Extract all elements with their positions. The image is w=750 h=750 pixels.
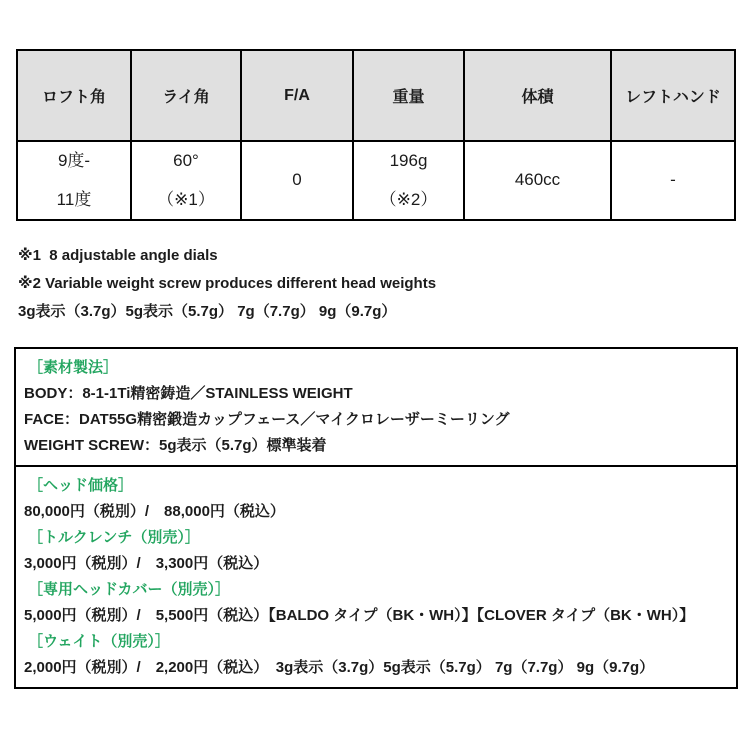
weight-option-value: 2,000円（税別）/ 2,200円（税込） 3g表示（3.7g）5g表示（5.7g） 7g（7.7g） 9g（9.7g） (24, 659, 655, 676)
head-cover-value: 5,000円（税別）/ 5,500円（税込）【BALDO タイプ（BK・WH）】【CLOVER タイプ（BK・WH）】 (24, 607, 695, 624)
cell-loft-angle (17, 141, 131, 220)
materials-weight-screw-line: WEIGHT SCREW：5g表示（5.7g）標準装着 (24, 437, 327, 454)
footnote-2: ※2 Variable weight screw produces different head weights (18, 275, 437, 292)
materials-face-line: FACE：DAT55G精密鍛造カップフェース／マイクロレーザーミーリング (24, 411, 510, 428)
head-price-value: 80,000円（税別）/ 88,000円（税込） (24, 503, 285, 520)
torque-wrench-title: ［トルクレンチ（別売）］ (28, 529, 200, 546)
pricing-section (16, 465, 736, 687)
col-header-weight: 重量 (353, 50, 464, 141)
head-cover-title: ［専用ヘッドカバー（別売）］ (28, 581, 231, 598)
cell-line: 11度 (56, 189, 92, 209)
details-box (14, 347, 738, 689)
col-header-fa: F/A (241, 50, 353, 141)
head-price-title: ［ヘッド価格］ (28, 477, 134, 494)
cell-line: 60° (173, 151, 199, 171)
cell-line: 460cc (514, 170, 561, 190)
cell-line: （※2） (379, 189, 438, 209)
materials-body-line: BODY：8-1-1Ti精密鋳造／STAINLESS WEIGHT (24, 385, 353, 402)
col-header-volume: 体積 (464, 50, 611, 141)
torque-wrench-value: 3,000円（税別）/ 3,300円（税込） (24, 555, 269, 572)
cell-line: - (670, 170, 676, 190)
col-header-lie-angle: ライ角 (131, 50, 241, 141)
footnote-1: ※1 8 adjustable angle dials (18, 247, 218, 264)
cell-line: 0 (292, 170, 302, 190)
cell-weight (353, 141, 464, 220)
materials-section (16, 349, 736, 465)
spec-table-header-row (17, 50, 735, 141)
col-header-left-hand: レフトハンド (611, 50, 735, 141)
cell-line: （※1） (157, 189, 215, 209)
spec-table (16, 49, 736, 221)
cell-fa (241, 141, 353, 220)
footnotes (18, 242, 750, 326)
cell-volume (464, 141, 611, 220)
cell-lie-angle (131, 141, 241, 220)
col-header-loft-angle: ロフト角 (17, 50, 131, 141)
materials-title: ［素材製法］ (28, 359, 119, 376)
spec-table-value-row (17, 141, 735, 220)
cell-line: 9度- (57, 151, 91, 171)
cell-line: 196g (389, 151, 428, 171)
cell-left-hand (611, 141, 735, 220)
footnote-weight-list: 3g表示（3.7g）5g表示（5.7g） 7g（7.7g） 9g（9.7g） (18, 303, 397, 320)
weight-option-title: ［ウェイト（別売）］ (28, 633, 170, 650)
